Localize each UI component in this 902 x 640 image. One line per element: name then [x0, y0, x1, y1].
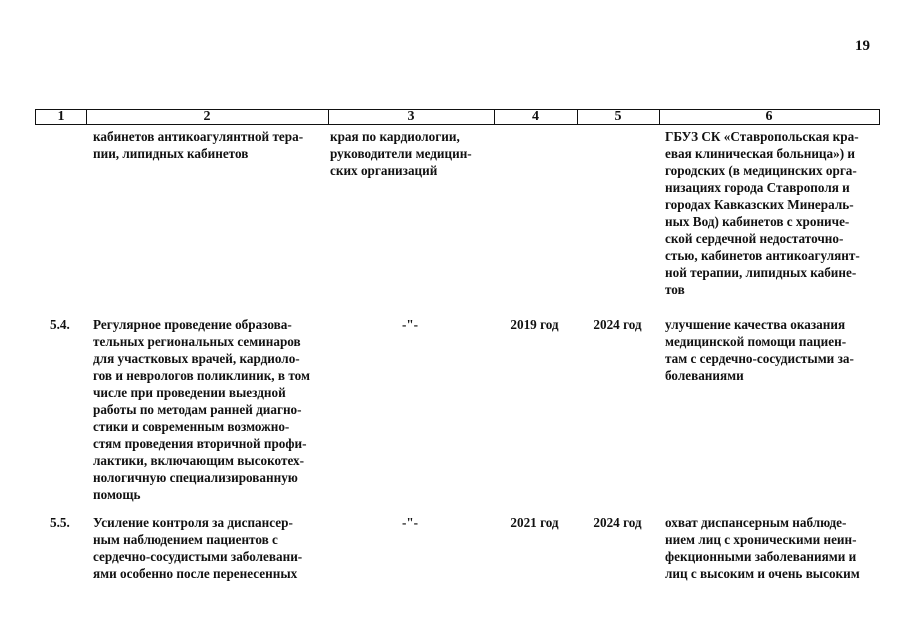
row-number: 5.5. [50, 515, 70, 530]
text-line: края по кардиологии, [330, 129, 460, 144]
continuation-col3 [330, 128, 490, 179]
text-line: числе при проведении выездной [93, 385, 286, 400]
continuation-col2 [93, 128, 323, 162]
row-5-4-end-year: 2024 год [593, 317, 642, 332]
text-line: стики и современным возможно- [93, 419, 290, 434]
text-line: стью, кабинетов антикоагулянт- [665, 248, 860, 263]
text-line: помощь [93, 487, 141, 502]
text-line: улучшение качества оказания [665, 317, 846, 332]
text-line: для участковых врачей, кардиоло- [93, 351, 300, 366]
text-line: сердечно-сосудистыми заболевани- [93, 549, 303, 564]
header-col-4: 4 [532, 109, 539, 124]
header-col-1: 1 [57, 109, 65, 124]
text-line: лактики, включающим высокотех- [93, 453, 305, 468]
row-5-5-activity [93, 514, 323, 582]
text-line: пии, липидных кабинетов [93, 146, 249, 161]
continuation-col6 [665, 128, 875, 298]
text-line: там с сердечно-сосудистыми за- [665, 351, 854, 366]
row-5-5-start-year: 2021 год [510, 515, 559, 530]
text-line: Усиление контроля за диспансер- [93, 515, 293, 530]
text-line: тельных региональных семинаров [93, 334, 301, 349]
text-line: ных Вод) кабинетов с хрониче- [665, 214, 850, 229]
text-line: нологичную специализированную [93, 470, 298, 485]
row-5-5-result [665, 514, 875, 582]
text-line: стям проведения вторичной профи- [93, 436, 307, 451]
text-line: городах Кавказских Минераль- [665, 197, 854, 212]
text-line: городских (в медицинских орга- [665, 163, 857, 178]
text-line: лиц с высоким и очень высоким [665, 566, 860, 581]
text-line: охват диспансерным наблюде- [665, 515, 847, 530]
text-line: ным наблюдением пациентов с [93, 532, 278, 547]
text-line: ских организаций [330, 163, 438, 178]
text-line: болеваниями [665, 368, 744, 383]
text-line: тов [665, 282, 685, 297]
row-5-5-responsible: -"- [401, 515, 419, 530]
row-5-4-start-year: 2019 год [510, 317, 559, 332]
text-line: ями особенно после перенесенных [93, 566, 298, 581]
row-number: 5.4. [50, 317, 70, 332]
row-5-4-activity [93, 316, 323, 503]
text-line: гов и неврологов поликлиник, в том [93, 368, 310, 383]
text-line: ской сердечной недостаточно- [665, 231, 844, 246]
text-line: руководители медицин- [330, 146, 472, 161]
text-line: медицинской помощи пациен- [665, 334, 847, 349]
page-number: 19 [855, 38, 870, 54]
table-header [35, 109, 880, 125]
header-col-5: 5 [614, 109, 622, 124]
text-line: низациях города Ставрополя и [665, 180, 850, 195]
row-5-4-result [665, 316, 875, 384]
header-col-2: 2 [203, 109, 211, 124]
header-col-6: 6 [765, 109, 773, 124]
text-line: работы по методам ранней диагно- [93, 402, 302, 417]
text-line: евая клиническая больница») и [665, 146, 856, 161]
header-col-3: 3 [407, 109, 415, 124]
text-line: фекционными заболеваниями и [665, 549, 857, 564]
text-line: кабинетов антикоагулянтной тера- [93, 129, 304, 144]
text-line: ГБУЗ СК «Ставропольская кра- [665, 129, 859, 144]
text-line: нием лиц с хроническими неин- [665, 532, 857, 547]
text-line: Регулярное проведение образова- [93, 317, 292, 332]
row-5-5-end-year: 2024 год [593, 515, 642, 530]
row-5-4-responsible: -"- [401, 317, 419, 332]
text-line: ной терапии, липидных кабине- [665, 265, 857, 280]
